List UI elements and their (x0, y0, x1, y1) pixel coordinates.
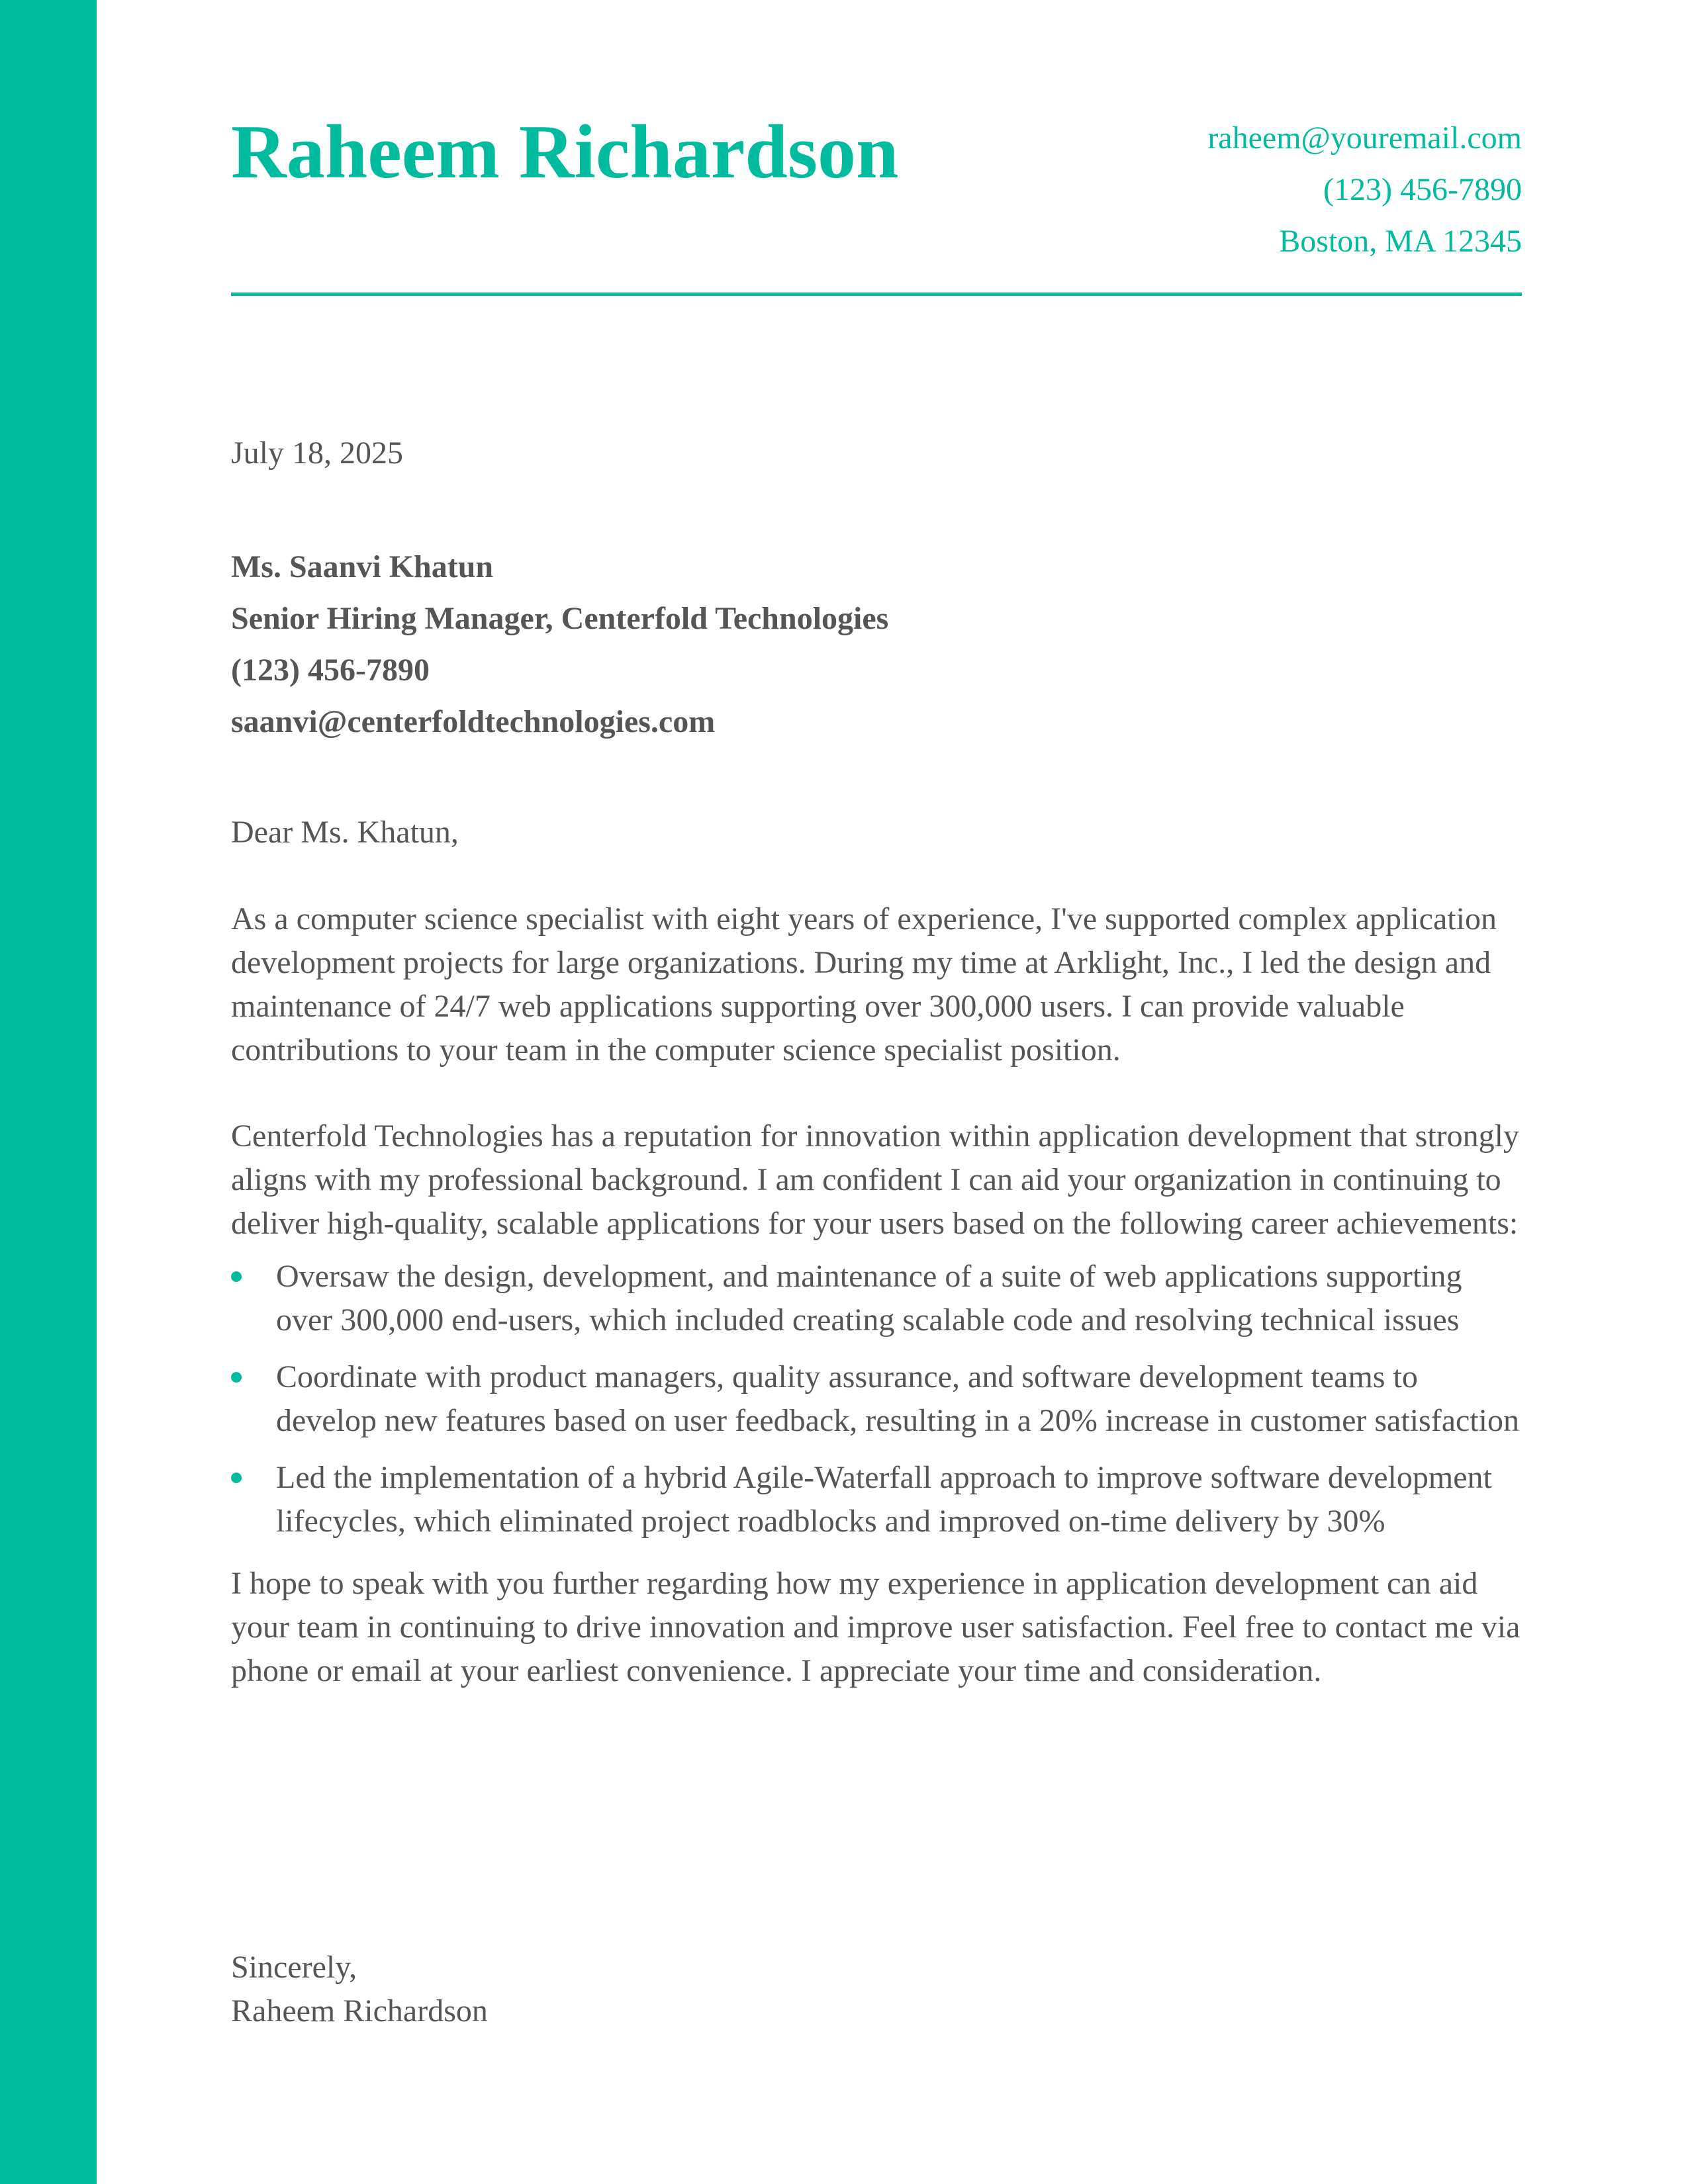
letter-body (231, 897, 1522, 1735)
accent-sidebar (0, 0, 97, 2184)
bullet-icon (231, 1372, 242, 1383)
signoff: Sincerely, (231, 1950, 357, 1985)
salutation: Dear Ms. Khatun, (231, 815, 459, 850)
sender-contact (1207, 113, 1522, 267)
sender-location: Boston, MA 12345 (1279, 224, 1522, 259)
achievement-text: Coordinate with product managers, quality assurance, and software development teams to develop new features based on user feedback, resulting in a 20% increase in customer satisfaction (276, 1359, 1519, 1438)
sender-name: Raheem Richardson (231, 110, 899, 195)
sender-phone: (123) 456-7890 (1323, 172, 1522, 207)
list-item (231, 1355, 1522, 1443)
header-divider (231, 293, 1522, 296)
achievement-text: Oversaw the design, development, and maintenance of a suite of web applications supporting over 300,000 end-users, which included creating scalable code and resolving technical issues (276, 1259, 1462, 1338)
signature-block (231, 1946, 488, 2033)
recipient-block (231, 541, 888, 748)
recipient-name: Ms. Saanvi Khatun (231, 549, 494, 584)
closing-paragraph: I hope to speak with you further regarding how my experience in application development can aid your team in continuing to drive innovation and improve user satisfaction. Feel free to contact me via phone or email at your earliest convenience. I appreciate your time and consideration. (231, 1566, 1521, 1688)
list-item (231, 1456, 1522, 1543)
letter-date: July 18, 2025 (231, 435, 404, 471)
recipient-email: saanvi@centerfoldtechnologies.com (231, 704, 716, 739)
achievements-list (231, 1255, 1522, 1543)
recipient-phone: (123) 456-7890 (231, 653, 430, 688)
company-paragraph: Centerfold Technologies has a reputation for innovation within application development that strongly aligns with my professional background. I am confident I can aid your organization in continuing to deliver high-quality, scalable applications for your users based on the following career achievements: (231, 1118, 1519, 1241)
recipient-title: Senior Hiring Manager, Centerfold Technologies (231, 601, 889, 636)
cover-letter-page (231, 0, 1522, 2028)
signature-name: Raheem Richardson (231, 1993, 488, 2028)
intro-paragraph: As a computer science specialist with eight years of experience, I've supported complex application development projects for large organizations. During my time at Arklight, Inc., I led the design and maintenance of 24/7 web applications supporting over 300,000 users. I can provide valuable contributions to your team in the computer science specialist position. (231, 901, 1497, 1068)
bullet-icon (231, 1473, 242, 1483)
bullet-icon (231, 1271, 242, 1282)
achievement-text: Led the implementation of a hybrid Agile-Waterfall approach to improve software development lifecycles, which eliminated project roadblocks and improved on-time delivery by 30% (276, 1460, 1492, 1539)
sender-email: raheem@youremail.com (1207, 120, 1522, 156)
letter-header (231, 0, 1522, 298)
list-item (231, 1255, 1522, 1342)
